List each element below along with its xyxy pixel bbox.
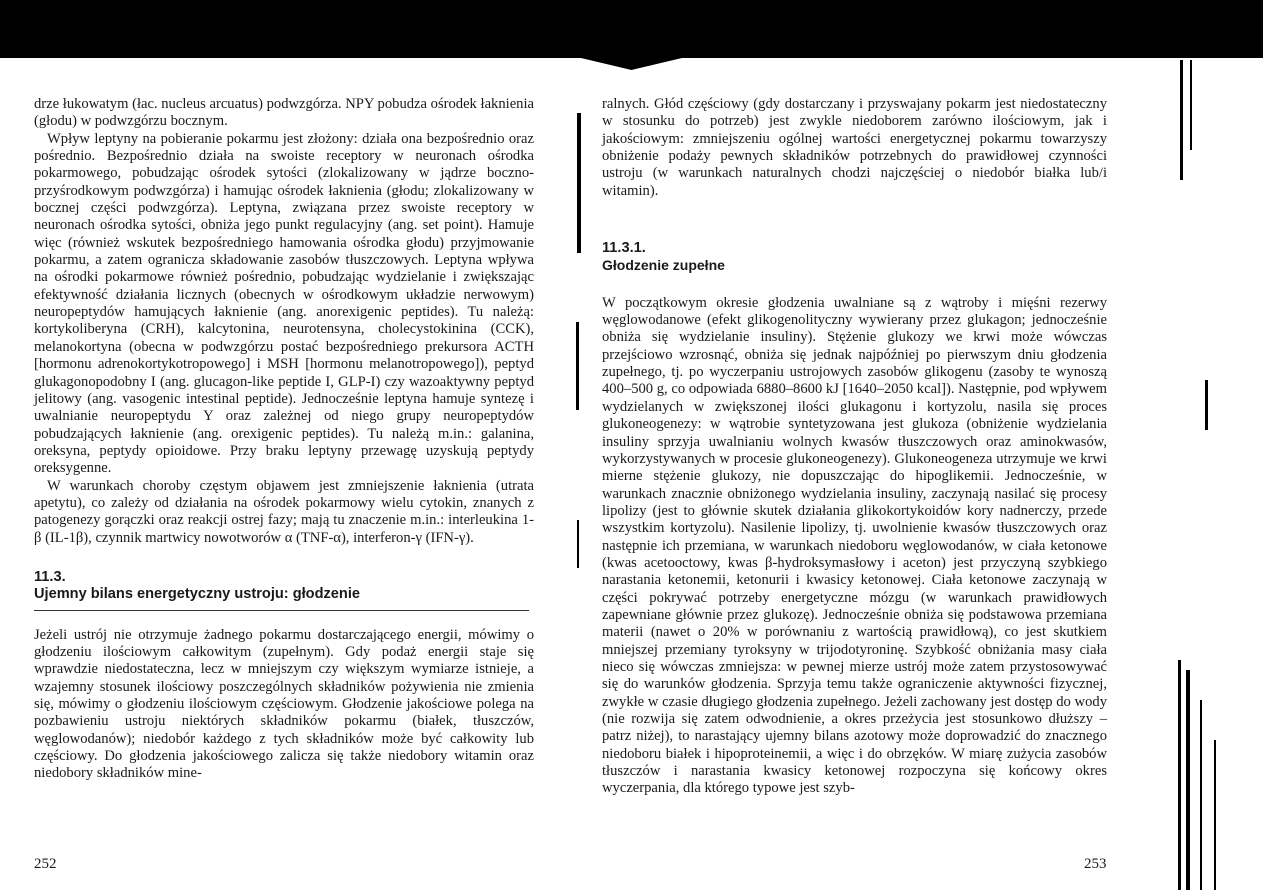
page-edge-shadow — [1205, 380, 1208, 430]
body-paragraph: ralnych. Głód częściowy (gdy dostarczany i przyswajany pokarm jest niedostateczny w stosunku do potrzeb) jest zwykle niedoborem zarówno ilościowym, jak i jakościowym: zmniejszeniu ogólnej wartości energetycznej pokarmu towarzyszy obniżenie podaży pewnych składników potrzebnych do prawidłowej czynności ustroju (w warunkach naturalnych chodzi najczęściej o niedobór białka lub/i witamin). — [602, 96, 1107, 199]
page-edge-shadow — [1186, 670, 1190, 890]
subsection-number: 11.3.1. — [602, 240, 646, 257]
body-paragraph: Wpływ leptyny na pobieranie pokarmu jest złożony: działa ona bezpośrednio oraz pośrednio. Bezpośrednio działa na swoiste receptory w neuronach ośrodka pokarmowego, pobudzając ośrodek sytości (zlokalizowany w jądrze boczno-przyśrodkowym podwzgórza) i hamując ośrodek łaknienia (głodu; zlokalizowany w bocznej części podwzgórza). Leptyna, związana przez swoiste receptory w neuronach ośrodka sytości, obniża jego punkt regulacyjny (ang. set point). Hamuje więc (również wskutek bezpośredniego hamowania ośrodka głodu) przyjmowanie pokarmu, a zatem ogranicza składowanie zasobów tłuszczowych. Leptyna wpływa na ośrodki pokarmowe również pośrednio, pobudzając wydzielanie i zwiększając efektywność działania licznych (obecnych w ośrodkowym układzie nerwowym) neuropeptydów hamujących łaknienie (ang. anorexigenic peptides). Tu należą: kortykoliberyna (CRH), kalcytonina, neurotensyna, cholecystokinina (CCK), melanokortyna (obecna w podwzgórzu postać bezpośredniego prekursora ACTH [hormonu adrenokortykotropowego] i MSH [hormonu melanotropowego]), peptyd glukagonopodobny I (ang. glucagon-like peptide I, GLP-I) czy wazoaktywny peptyd jelitowy (ang. vasogenic intestinal peptide). Jednocześnie leptyna hamuje syntezę i uwalnianie neuropeptydu Y oraz zależnej od niego grupy neuropeptydów pobudzających łaknienie (ang. orexigenic peptides). Tu należą m.in.: galanina, oreksyna, peptydy opioidowe. Przy braku leptyny przewagę uzyskują peptydy oreksygenne. — [34, 130, 534, 477]
gutter-shadow — [577, 113, 581, 253]
body-paragraph: Jeżeli ustrój nie otrzymuje żadnego pokarmu dostarczającego energii, mówimy o głodzeniu ilościowym całkowitym (zupełnym). Gdy podaż energii staje się wprawdzie niedostateczna, lecz w mniejszym czy większym wymiarze istnieje, a wzajemny stosunek ilościowy poszczególnych składników pożywienia nie zmienia się, mówimy o głodzeniu ilościowym częściowym. Głodzenie jakościowe polega na pozbawieniu ustroju niektórych składników pokarmu (białek, tłuszczów, węglowodanów); niedobór każdego z tych składników może być całkowity lub częściowy. Do głodzenia jakościowego zalicza się także niedobory witamin oraz niedobory składników mine- — [34, 626, 534, 782]
page-edge-shadow — [1190, 60, 1192, 150]
body-paragraph: drze łukowatym (łac. nucleus arcuatus) podwzgórza. NPY pobudza ośrodek łaknienia (głodu) w podwzgórzu bocznym. — [34, 96, 534, 130]
page-edge-shadow — [1178, 660, 1181, 890]
body-paragraph: W początkowym okresie głodzenia uwalniane są z wątroby i mięśni rezerwy węglowodanowe (efekt glikogenolityczny wywierany przez glukagon; jednocześnie obniża się wydzielanie insuliny). Stężenie glukozy we krwi może wówczas przejściowo wzrosnąć, obniża się jednak najpóźniej po pierwszym dniu głodzenia zupełnego, tj. po wyczerpaniu ustrojowych zasobów glikogenu (zasoby te wynoszą 400–500 g, co odpowiada 6880–8600 kJ [1640–2050 kcal]). Następnie, pod wpływem wydzielanych w zwiększonej ilości glukagonu i kortyzolu, nasila się proces glukoneogenezy: w wątrobie syntetyzowana jest glukoza (obniżenie wydzielania insuliny sprzyja uwalnianiu wolnych kwasów tłuszczowych oraz aminokwasów, wykorzystywanych w procesie glukoneogenezy). Glukoneogeneza utrzymuje we krwi mierne stężenie glukozy, nie dopuszczając do hipoglikemii. Jednocześnie, w warunkach znacznie obniżonego wydzielania insuliny, zaczynają nasilać się procesy lipolizy (jest to głównie skutek działania glikokortykoidów kory nadnerczy, przede wszystkim kortyzolu). Nasilenie lipolizy, tj. uwolnienie kwasów tłuszczowych oraz następnie ich przemiana, w warunkach niedoboru węglowodanów, w ciała ketonowe (kwas acetooctowy, kwas β-hydroksymasłowy i aceton) jest przyczyną szybkiego narastania ketonemii, ketonurii i kwasicy ketonowej. Ciała ketonowe zaczynają w części pokrywać potrzeby energetyczne mózgu (w warunkach prawidłowych zapewniane głównie przez glukozę). Jednocześnie obniża się podstawowa przemiana materii (nawet o 20% w porównaniu z wartością prawidłową), co jest skutkiem mniejszej przemiany tyroksyny w trijodotyroninę. Szybkość obniżania masy ciała nieco się wówczas zmniejsza: w pewnej mierze ustrój może zatem przystosowywać się do warunków głodzenia. Sprzyja temu także ograniczenie aktywności fizycznej, zwykłe w czasie długiego głodzenia zupełnego. Jeżeli zachowany jest dostęp do wody (nie rozwija się zatem odwodnienie, a okres przeżycia jest stosunkowo dłuższy – patrz niżej), to narastający ujemny bilans azotowy może doprowadzić do znacznego niedoboru białek i hipoproteinemii, a więc i do obrzęków. W miarę zużycia zasobów tłuszczów i narastania kwasicy ketonowej rozpoczyna się końcowy okres wyczerpania, dla którego typowe jest szyb- — [602, 294, 1107, 797]
page-edge-shadow — [1200, 700, 1202, 890]
right-page — [602, 96, 1107, 798]
page-edge-shadow — [1180, 60, 1183, 180]
gutter-shadow — [577, 520, 579, 568]
section-number: 11.3. — [34, 568, 66, 585]
subsection-title: Głodzenie zupełne — [602, 257, 725, 274]
body-paragraph: W warunkach choroby częstym objawem jest zmniejszenie łaknienia (utrata apetytu), co zależy od działania na ośrodek pokarmowy wielu cytokin, znanych z patogenezy gorączki oraz reakcji ostrej fazy; mają tu znaczenie m.in.: interleukina 1-β (IL-1β), czynnik martwicy nowotworów α (TNF-α), interferon-γ (IFN-γ). — [34, 477, 534, 546]
page-number: 252 — [34, 856, 57, 872]
gutter-shadow — [576, 322, 579, 410]
section-title: Ujemny bilans energetyczny ustroju: głodzenie — [34, 586, 360, 603]
page-number: 253 — [1084, 856, 1107, 872]
left-page — [34, 96, 534, 783]
page-edge-shadow — [1214, 740, 1216, 890]
